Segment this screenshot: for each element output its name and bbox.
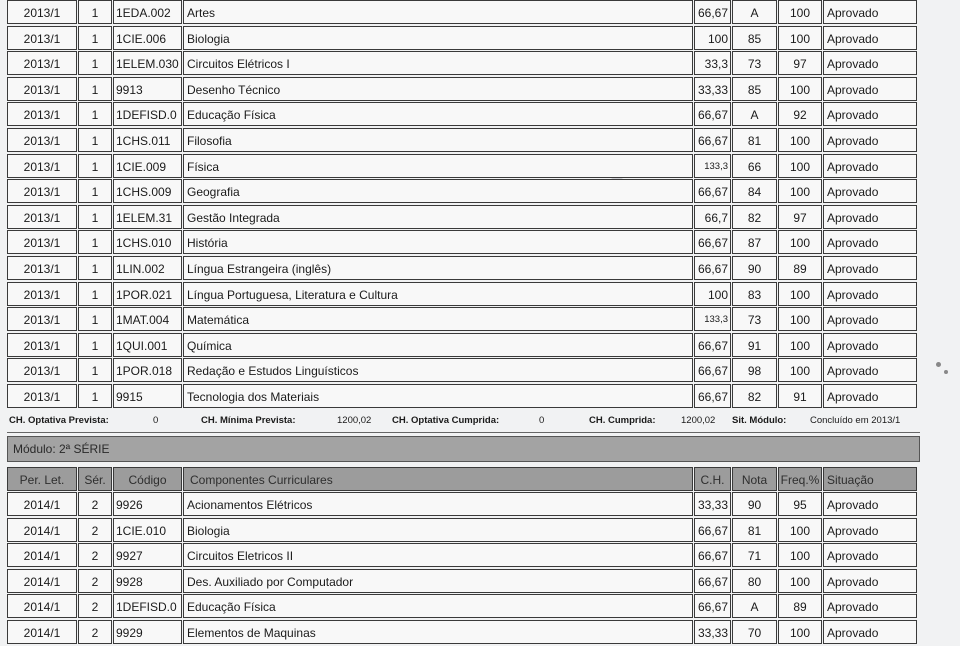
cell-componente: Filosofia (183, 128, 693, 152)
cell-freq: 100 (778, 358, 822, 382)
cell-nota: 71 (732, 543, 777, 567)
cell-serie: 1 (78, 154, 112, 178)
cell-nota: 73 (732, 51, 777, 75)
module-header (7, 436, 920, 462)
sit-modulo-label: Sit. Módulo: (732, 414, 787, 426)
cell-serie: 2 (78, 594, 112, 618)
opt-cump-value: 0 (539, 414, 545, 426)
cell-componente: Física (183, 154, 693, 178)
cell-freq: 89 (778, 256, 822, 280)
cell-periodo: 2013/1 (7, 333, 77, 357)
cell-ch: 66,67 (694, 333, 731, 357)
cell-serie: 2 (78, 569, 112, 593)
cell-situacao: Aprovado (823, 594, 917, 618)
cell-ch: 66,67 (694, 128, 731, 152)
cell-nota: 85 (732, 26, 777, 50)
cell-situacao: Aprovado (823, 51, 917, 75)
table-row (7, 358, 920, 382)
cell-serie: 1 (78, 77, 112, 101)
cell-situacao: Aprovado (823, 256, 917, 280)
cell-freq: 97 (778, 205, 822, 229)
paper-speck (944, 370, 948, 374)
cell-ch: 66,67 (694, 230, 731, 254)
cell-codigo: 9928 (113, 569, 182, 593)
opt-cump-label: CH. Optativa Cumprida: (392, 414, 500, 426)
cell-codigo: 1CIE.009 (113, 154, 182, 178)
cell-situacao: Aprovado (823, 569, 917, 593)
cell-freq: 100 (778, 620, 822, 644)
min-prev-label: CH. Mínima Prevista: (201, 414, 296, 426)
cell-serie: 1 (78, 26, 112, 50)
cell-periodo: 2013/1 (7, 282, 77, 306)
cell-freq: 91 (778, 384, 822, 408)
sit-modulo-value: Concluído em 2013/1 (810, 414, 901, 426)
cump-value: 1200,02 (681, 414, 716, 426)
cell-freq: 100 (778, 307, 822, 331)
cell-codigo: 1DEFISD.0 (113, 594, 182, 618)
cell-ch: 66,67 (694, 594, 731, 618)
table-row (7, 569, 920, 593)
cell-nota: 83 (732, 282, 777, 306)
cell-freq: 100 (778, 77, 822, 101)
table-row (7, 102, 920, 126)
cell-freq: 100 (778, 282, 822, 306)
transcript-sheet (7, 0, 920, 646)
cell-freq: 100 (778, 179, 822, 203)
cell-nota: 90 (732, 256, 777, 280)
cell-nota: 73 (732, 307, 777, 331)
opt-prev-value: 0 (153, 414, 159, 426)
table-row (7, 51, 920, 75)
cell-periodo: 2013/1 (7, 205, 77, 229)
cell-ch: 66,67 (694, 358, 731, 382)
table-header (7, 467, 920, 491)
table-row (7, 179, 920, 203)
cell-freq: 92 (778, 102, 822, 126)
cell-nota: 91 (732, 333, 777, 357)
table-row (7, 230, 920, 254)
cell-nota: 80 (732, 569, 777, 593)
cell-periodo: 2014/1 (7, 492, 77, 516)
cell-ch: 66,67 (694, 384, 731, 408)
cell-nota: 90 (732, 492, 777, 516)
cell-componente: Circuitos Eletricos II (183, 543, 693, 567)
grades-table-serie-2 (7, 492, 920, 644)
cell-codigo: 1CIE.010 (113, 518, 182, 542)
header-serie: Sér. (78, 467, 112, 491)
cell-codigo: 1ELEM.030 (113, 51, 182, 75)
cell-periodo: 2013/1 (7, 77, 77, 101)
cell-ch: 100 (694, 26, 731, 50)
cell-serie: 1 (78, 230, 112, 254)
cell-nota: 82 (732, 205, 777, 229)
header-situacao: Situação (823, 467, 917, 491)
table-row (7, 518, 920, 542)
cell-situacao: Aprovado (823, 333, 917, 357)
cell-situacao: Aprovado (823, 179, 917, 203)
cell-nota: 81 (732, 518, 777, 542)
cell-ch: 133,3 (694, 154, 731, 178)
cell-serie: 1 (78, 0, 112, 24)
cell-componente: Tecnologia dos Materiais (183, 384, 693, 408)
cell-serie: 2 (78, 518, 112, 542)
cell-serie: 1 (78, 307, 112, 331)
cell-componente: Língua Portuguesa, Literatura e Cultura (183, 282, 693, 306)
module-summary (7, 410, 920, 433)
cell-situacao: Aprovado (823, 26, 917, 50)
cell-componente: Língua Estrangeira (inglês) (183, 256, 693, 280)
cell-nota: A (732, 0, 777, 24)
cell-codigo: 9927 (113, 543, 182, 567)
cell-nota: 70 (732, 620, 777, 644)
cell-periodo: 2013/1 (7, 51, 77, 75)
cell-componente: Des. Auxiliado por Computador (183, 569, 693, 593)
cell-serie: 1 (78, 256, 112, 280)
table-row (7, 307, 920, 331)
table-row (7, 205, 920, 229)
cell-periodo: 2013/1 (7, 230, 77, 254)
cell-componente: Química (183, 333, 693, 357)
table-row (7, 128, 920, 152)
cell-codigo: 9913 (113, 77, 182, 101)
header-componentes: Componentes Curriculares (183, 467, 693, 491)
cump-label: CH. Cumprida: (589, 414, 656, 426)
cell-situacao: Aprovado (823, 518, 917, 542)
cell-periodo: 2013/1 (7, 102, 77, 126)
cell-codigo: 1ELEM.31 (113, 205, 182, 229)
cell-situacao: Aprovado (823, 358, 917, 382)
cell-situacao: Aprovado (823, 128, 917, 152)
cell-periodo: 2013/1 (7, 358, 77, 382)
cell-periodo: 2014/1 (7, 620, 77, 644)
cell-situacao: Aprovado (823, 620, 917, 644)
cell-freq: 95 (778, 492, 822, 516)
cell-situacao: Aprovado (823, 307, 917, 331)
cell-nota: 87 (732, 230, 777, 254)
grades-table-serie-1 (7, 0, 920, 408)
cell-freq: 97 (778, 51, 822, 75)
cell-ch: 66,7 (694, 205, 731, 229)
cell-serie: 1 (78, 51, 112, 75)
cell-nota: A (732, 102, 777, 126)
cell-componente: Biologia (183, 518, 693, 542)
cell-codigo: 9929 (113, 620, 182, 644)
cell-periodo: 2013/1 (7, 179, 77, 203)
cell-freq: 100 (778, 230, 822, 254)
cell-situacao: Aprovado (823, 230, 917, 254)
cell-periodo: 2013/1 (7, 384, 77, 408)
cell-serie: 1 (78, 282, 112, 306)
cell-codigo: 1LIN.002 (113, 256, 182, 280)
cell-ch: 66,67 (694, 256, 731, 280)
cell-nota: 84 (732, 179, 777, 203)
cell-codigo: 9926 (113, 492, 182, 516)
cell-componente: Gestão Integrada (183, 205, 693, 229)
cell-componente: Artes (183, 0, 693, 24)
cell-freq: 100 (778, 0, 822, 24)
cell-periodo: 2013/1 (7, 0, 77, 24)
table-row (7, 26, 920, 50)
cell-serie: 1 (78, 358, 112, 382)
cell-codigo: 1CHS.009 (113, 179, 182, 203)
cell-codigo: 1DEFISD.0 (113, 102, 182, 126)
cell-periodo: 2013/1 (7, 128, 77, 152)
header-nota: Nota (732, 467, 777, 491)
cell-situacao: Aprovado (823, 102, 917, 126)
cell-componente: Elementos de Maquinas (183, 620, 693, 644)
cell-periodo: 2014/1 (7, 543, 77, 567)
cell-ch: 66,67 (694, 543, 731, 567)
cell-situacao: Aprovado (823, 282, 917, 306)
cell-ch: 66,67 (694, 0, 731, 24)
table-row (7, 77, 920, 101)
cell-nota: 82 (732, 384, 777, 408)
paper-speck (936, 362, 941, 367)
opt-prev-label: CH. Optativa Prevista: (9, 414, 109, 426)
cell-situacao: Aprovado (823, 77, 917, 101)
table-row (7, 0, 920, 24)
cell-componente: Desenho Técnico (183, 77, 693, 101)
cell-serie: 2 (78, 543, 112, 567)
cell-componente: Matemática (183, 307, 693, 331)
table-row (7, 594, 920, 618)
cell-serie: 2 (78, 492, 112, 516)
cell-freq: 100 (778, 333, 822, 357)
cell-periodo: 2014/1 (7, 569, 77, 593)
cell-codigo: 1MAT.004 (113, 307, 182, 331)
cell-serie: 1 (78, 333, 112, 357)
cell-ch: 66,67 (694, 518, 731, 542)
table-row (7, 620, 920, 644)
cell-nota: 98 (732, 358, 777, 382)
cell-ch: 133,3 (694, 307, 731, 331)
cell-serie: 2 (78, 620, 112, 644)
cell-ch: 100 (694, 282, 731, 306)
cell-serie: 1 (78, 102, 112, 126)
cell-codigo: 9915 (113, 384, 182, 408)
cell-serie: 1 (78, 205, 112, 229)
cell-componente: Redação e Estudos Linguísticos (183, 358, 693, 382)
table-row (7, 282, 920, 306)
cell-codigo: 1POR.021 (113, 282, 182, 306)
cell-componente: Educação Física (183, 102, 693, 126)
cell-periodo: 2013/1 (7, 26, 77, 50)
cell-serie: 1 (78, 179, 112, 203)
cell-componente: Educação Física (183, 594, 693, 618)
cell-periodo: 2014/1 (7, 518, 77, 542)
cell-codigo: 1EDA.002 (113, 0, 182, 24)
cell-situacao: Aprovado (823, 0, 917, 24)
cell-componente: Acionamentos Elétricos (183, 492, 693, 516)
cell-nota: 81 (732, 128, 777, 152)
cell-componente: Circuitos Elétricos I (183, 51, 693, 75)
header-ch: C.H. (694, 467, 731, 491)
module-value: 2ª SÉRIE (59, 441, 110, 456)
cell-codigo: 1POR.018 (113, 358, 182, 382)
cell-ch: 33,33 (694, 492, 731, 516)
cell-freq: 100 (778, 26, 822, 50)
table-row (7, 333, 920, 357)
cell-serie: 1 (78, 384, 112, 408)
cell-nota: 85 (732, 77, 777, 101)
cell-situacao: Aprovado (823, 492, 917, 516)
cell-periodo: 2013/1 (7, 154, 77, 178)
module-label: Módulo: (13, 441, 56, 456)
header-freq: Freq.% (778, 467, 822, 491)
cell-ch: 33,3 (694, 51, 731, 75)
cell-ch: 33,33 (694, 620, 731, 644)
table-row (7, 154, 920, 178)
cell-nota: A (732, 594, 777, 618)
cell-componente: Geografia (183, 179, 693, 203)
cell-freq: 89 (778, 594, 822, 618)
cell-ch: 66,67 (694, 102, 731, 126)
header-per-let: Per. Let. (7, 467, 77, 491)
cell-ch: 33,33 (694, 77, 731, 101)
cell-codigo: 1CIE.006 (113, 26, 182, 50)
cell-situacao: Aprovado (823, 384, 917, 408)
cell-ch: 66,67 (694, 569, 731, 593)
cell-freq: 100 (778, 543, 822, 567)
min-prev-value: 1200,02 (337, 414, 372, 426)
cell-freq: 100 (778, 569, 822, 593)
cell-situacao: Aprovado (823, 205, 917, 229)
cell-codigo: 1CHS.010 (113, 230, 182, 254)
table-row (7, 384, 920, 408)
cell-periodo: 2013/1 (7, 307, 77, 331)
cell-freq: 100 (778, 518, 822, 542)
table-row (7, 543, 920, 567)
cell-nota: 66 (732, 154, 777, 178)
cell-freq: 100 (778, 128, 822, 152)
table-row (7, 256, 920, 280)
cell-periodo: 2014/1 (7, 594, 77, 618)
cell-componente: Biologia (183, 26, 693, 50)
cell-situacao: Aprovado (823, 154, 917, 178)
cell-serie: 1 (78, 128, 112, 152)
header-codigo: Código (113, 467, 182, 491)
cell-situacao: Aprovado (823, 543, 917, 567)
cell-freq: 100 (778, 154, 822, 178)
cell-codigo: 1CHS.011 (113, 128, 182, 152)
table-row (7, 492, 920, 516)
cell-codigo: 1QUI.001 (113, 333, 182, 357)
cell-ch: 66,67 (694, 179, 731, 203)
cell-periodo: 2013/1 (7, 256, 77, 280)
cell-componente: História (183, 230, 693, 254)
